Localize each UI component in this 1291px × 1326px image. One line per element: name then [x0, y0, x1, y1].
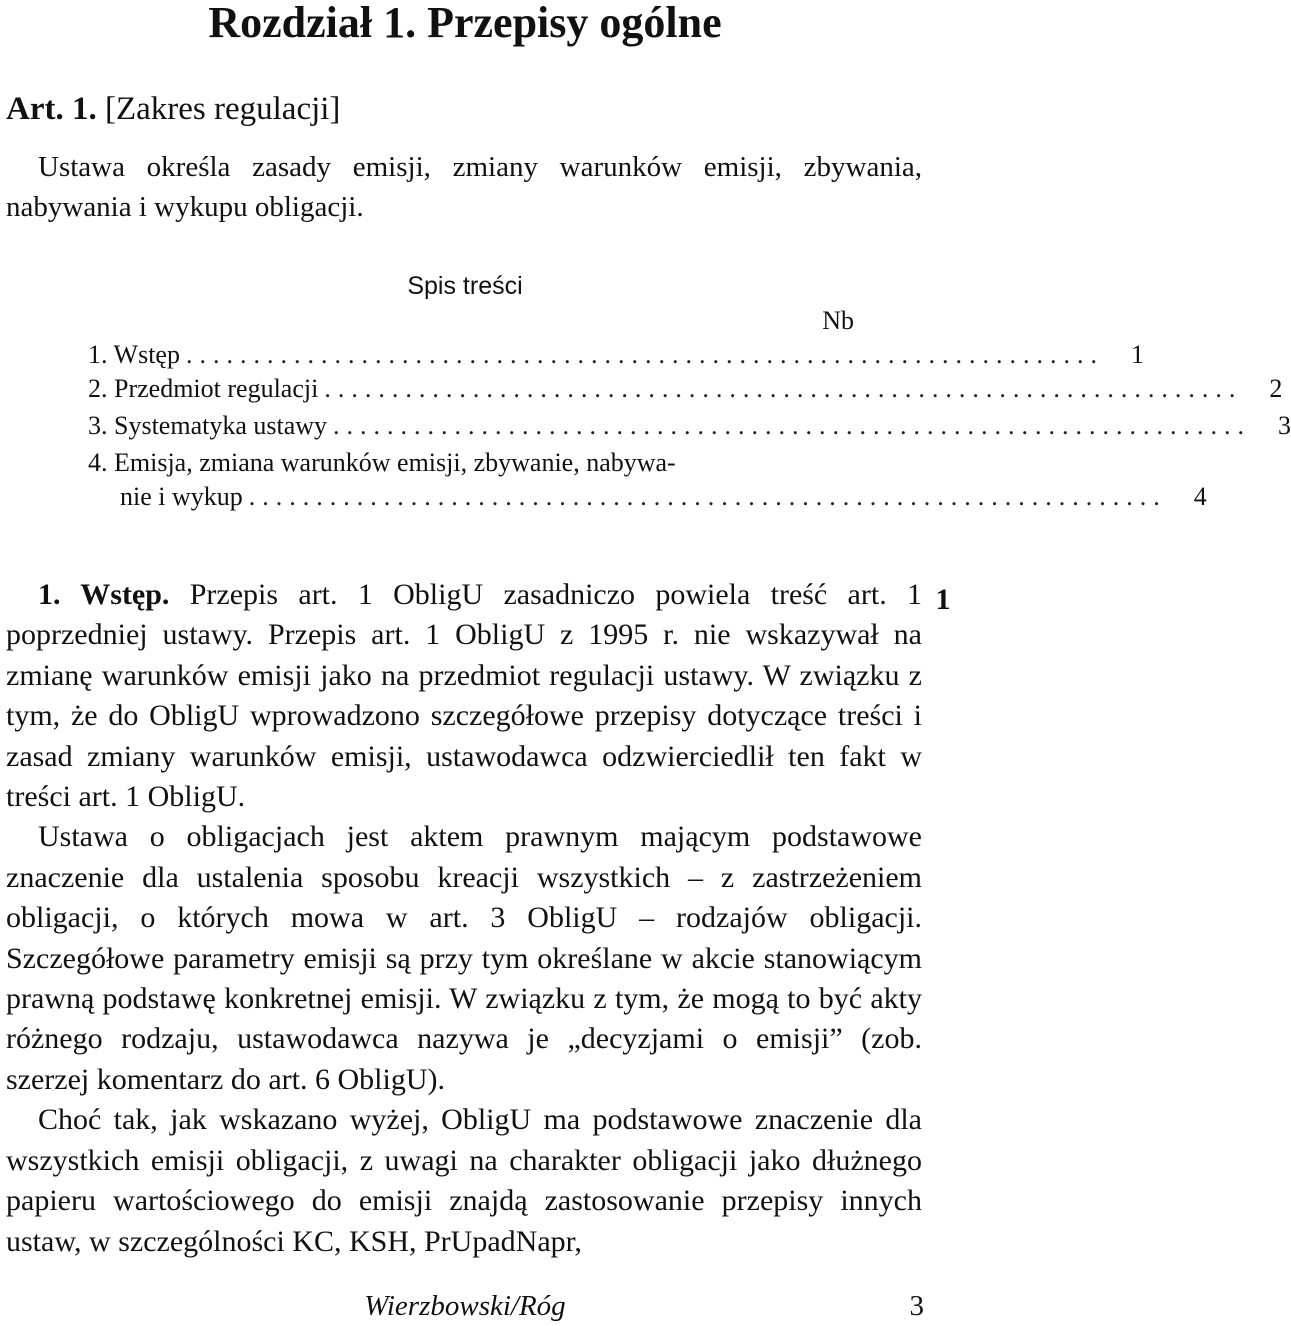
toc-item-label: 3. Systematyka ustawy — [88, 411, 328, 440]
footer-author: Wierzbowski/Róg — [364, 1290, 566, 1322]
toc-item-label-continued: nie i wykup — [120, 482, 243, 511]
section-lead: 1. Wstęp. — [38, 578, 170, 611]
toc-item-page: 1 — [1130, 340, 1144, 369]
toc-leader-dots: .................................................................... — [248, 482, 1167, 511]
toc-item[interactable] — [88, 409, 1291, 443]
toc-item-page: 3 — [1278, 411, 1291, 440]
toc-nb-header: Nb — [822, 306, 854, 335]
toc-item-page: 2 — [1269, 374, 1283, 403]
chapter-title: Rozdział 1. Przepisy ogólne — [208, 0, 722, 47]
commentary-paragraph: Ustawa o obligacjach jest aktem prawnym mającym podstawowe znaczenie dla ustalenia sposobu kreacji wszystkich – z zastrzeżeniem obligacji, o których mowa w art. 3 ObligU – rodzajów obligacji. Szczegółowe parametry emisji są przy tym określane w akcie stanowiącym prawną podstawę konkretnej emisji. W związku z tym, że mogą to być akty różnego rodzaju, ustawodawca nazywa je „decyzjami o emisji” (zob. szerzej komentarz do art. 6 ObligU). — [6, 820, 922, 1096]
paragraph-text: Przepis art. 1 ObligU zasadniczo powiela treść art. 1 poprzedniej ustawy. Przepis art. 1 ObligU z 1995 r. nie wskazywał na zmianę warunków emisji jako na przedmiot regulacji ustawy. W związku z tym, że do ObligU wprowadzono szczegółowe przepisy dotyczące treści i zasad zmiany warunków emisji, ustawodawca odzwierciedlił ten fakt w treści art. 1 ObligU. — [6, 578, 923, 814]
commentary-paragraph — [6, 575, 922, 817]
toc-leader-dots: .................................................................... — [324, 374, 1243, 403]
toc-leader-dots: .................................................................... — [333, 411, 1252, 440]
toc-item-label: 4. Emisja, zmiana warunków emisji, zbywanie, nabywa- — [88, 448, 676, 477]
toc-leader-dots: .................................................................... — [185, 340, 1104, 369]
article-number: Art. 1. — [6, 91, 97, 127]
article-heading — [6, 88, 340, 130]
commentary-body — [6, 575, 922, 1262]
toc-item-page: 4 — [1193, 482, 1207, 511]
toc-item-label: 2. Przedmiot regulacji — [88, 374, 319, 403]
toc-item[interactable] — [88, 446, 1207, 514]
toc-item[interactable] — [88, 338, 1144, 372]
commentary-paragraph: Choć tak, jak wskazano wyżej, ObligU ma podstawowe znaczenie dla wszystkich emisji obligacji, z uwagi na charakter obligacji jako dłużnego papieru wartościowego do emisji znajdą zastosowanie przepisy innych ustaw, w szczególności KC, KSH, PrUpadNapr, — [6, 1103, 922, 1258]
page-number: 3 — [909, 1290, 924, 1322]
article-text: Ustawa określa zasady emisji, zmiany warunków emisji, zbywania, nabywania i wykupu obligacji. — [6, 151, 922, 223]
toc-item-label: 1. Wstęp — [88, 340, 180, 369]
toc-item[interactable] — [88, 372, 1283, 406]
article-title: [Zakres regulacji] — [104, 91, 341, 127]
margin-number: 1 — [935, 583, 951, 616]
toc-title: Spis treści — [407, 272, 523, 300]
